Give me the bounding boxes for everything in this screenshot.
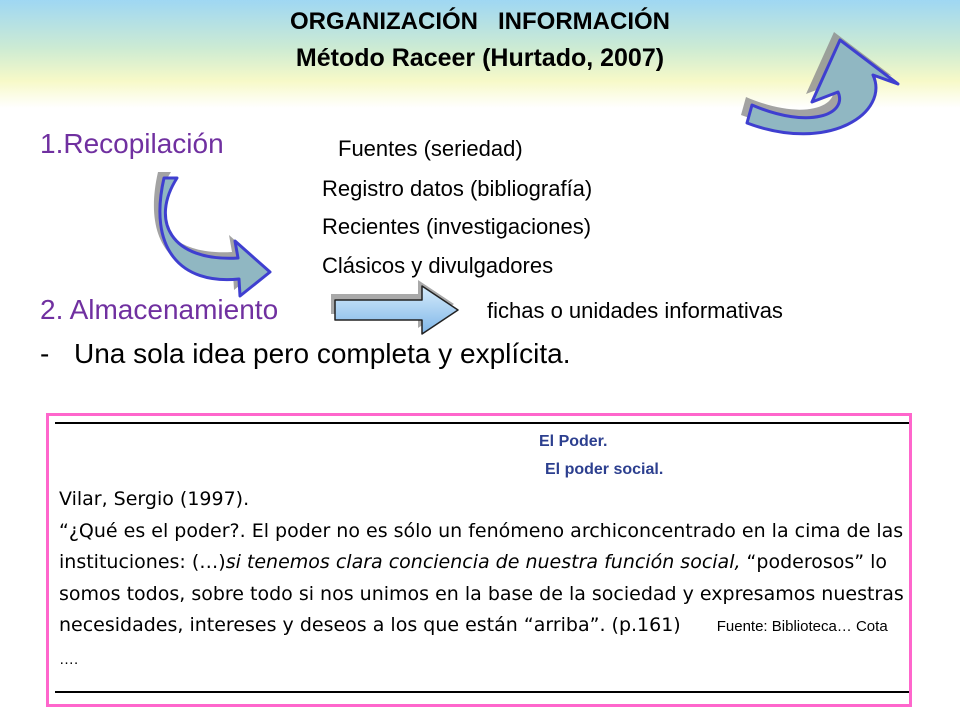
bullet-marker: - bbox=[40, 338, 50, 369]
recopilacion-item-recientes: Recientes (investigaciones) bbox=[322, 214, 592, 239]
card-heading-poder-social: El poder social. bbox=[545, 461, 664, 478]
quote-end: “poderosos” lo somos todos, sobre todo si nos unimos en la base de la sociedad y expresamos nuestras necesidades, intereses y deseos a los que están “arriba”. (p.161) bbox=[59, 551, 904, 636]
card-source: Fuente: Biblioteca… Cota …. bbox=[59, 618, 888, 668]
reference-card bbox=[46, 413, 912, 707]
recopilacion-item-clasicos: Clásicos y divulgadores bbox=[322, 253, 554, 278]
card-heading-poder: El Poder. bbox=[539, 433, 608, 450]
almacenamiento-heading: 2. Almacenamiento bbox=[40, 294, 279, 325]
card-body bbox=[59, 484, 904, 675]
slide-subtitle: Método Raceer (Hurtado, 2007) bbox=[295, 44, 665, 72]
recopilacion-item-fuentes: Fuentes (seriedad) bbox=[338, 136, 523, 161]
right-arrow-icon bbox=[331, 280, 458, 334]
curved-arrow-top-right-icon bbox=[741, 32, 898, 134]
curved-arrow-loop-icon bbox=[154, 172, 270, 296]
almacenamiento-target: fichas o unidades informativas bbox=[487, 298, 783, 323]
slide-title: ORGANIZACIÓN INFORMACIÓN bbox=[290, 8, 670, 35]
card-quote bbox=[59, 516, 904, 676]
recopilacion-heading: 1.Recopilación bbox=[40, 128, 224, 159]
quote-start: “¿Qué es el poder?. El poder no es sólo un fenómeno archiconcentrado en la cima de las instituciones: (…) bbox=[59, 519, 904, 573]
bullet-text: Una sola idea pero completa y explícita. bbox=[74, 338, 571, 369]
card-top-rule bbox=[55, 422, 909, 424]
recopilacion-item-registro: Registro datos (bibliografía) bbox=[322, 176, 593, 201]
card-bottom-rule bbox=[55, 691, 909, 693]
quote-italic: si tenemos clara conciencia de nuestra función social, bbox=[225, 551, 741, 573]
card-author: Vilar, Sergio (1997). bbox=[59, 488, 250, 510]
